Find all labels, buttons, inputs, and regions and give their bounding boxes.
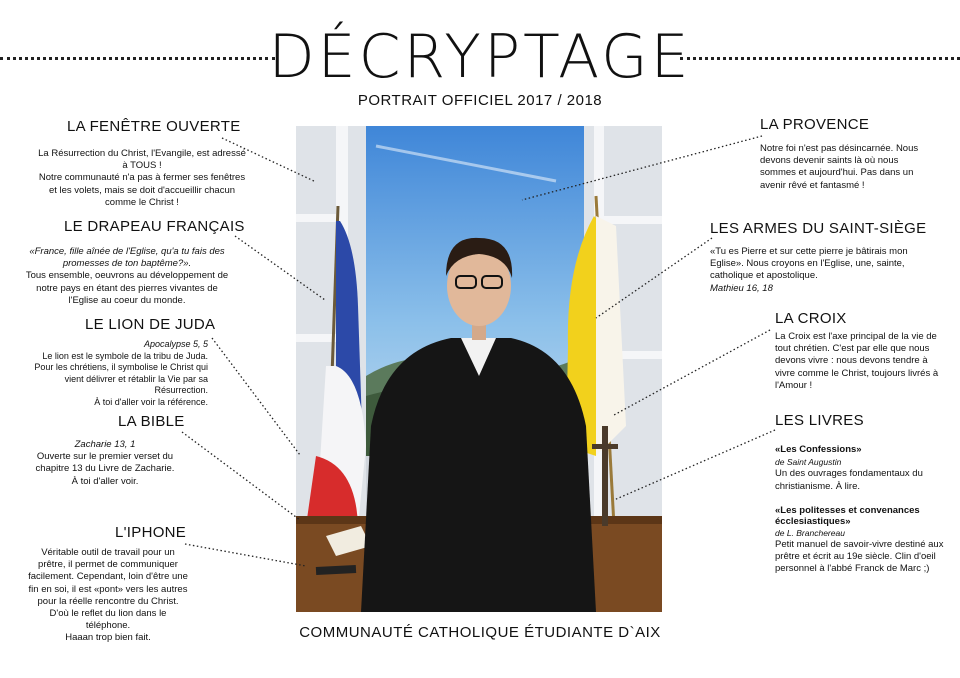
book2-title: «Les politesses et convenances écclesiastiques» (775, 504, 920, 527)
text-armes-saint-siege (710, 246, 932, 295)
page-title: DÉCRYPTAGE (268, 22, 692, 92)
heading-lion-de-juda: LE LION DE JUDA (85, 316, 216, 333)
footer-community: COMMUNAUTÉ CATHOLIQUE ÉTUDIANTE D`AIX (299, 624, 661, 641)
armes-text: «Tu es Pierre et sur cette pierre je bâtirais mon Eglise». Nous croyons en l'Eglise, une, sainte, catholique et apostolique. (710, 246, 908, 282)
lion-link: À toi d'aller voir la référence. (94, 396, 208, 407)
book1-author: de Saint Augustin (775, 457, 842, 468)
provence-text: Notre foi n'est pas désincarnée. Nous devons devenir saints là où nous sommes et aujourd'hui. Pas dans un avenir rêvé et fantasmé ! (760, 143, 919, 191)
bible-link: À toi d'aller voir. (71, 475, 139, 487)
iphone-text: Véritable outil de travail pour un prêtre, il permet de communiquer facilement. Cependant, loin d'être une fin en soi, il est «pont» vers les autres pour la réelle rencontre du Christ. D'où le reflet du lion dans le téléphone. (28, 547, 188, 632)
text-les-livres (775, 444, 955, 576)
drapeau-quote: «France, fille aînée de l'Eglise, qu'a tu fais des promesses de ton baptême?». (29, 246, 225, 270)
heading-la-croix: LA CROIX (775, 310, 847, 327)
fenetre-line-2: Notre communauté n'a pas à fermer ses fenêtres et les volets, mais se doit d'accueillir chacun comme le Christ ! (38, 172, 246, 208)
fenetre-line-1: La Résurrection du Christ, l'Evangile, est adressé à TOUS ! (38, 148, 246, 172)
iphone-joke: Haaan trop bien fait. (65, 632, 151, 644)
text-la-bible (30, 439, 180, 488)
drapeau-text: Tous ensemble, oeuvrons au développement de notre pays en étant des pierres vivantes de l'Eglise au coeur du monde. (25, 270, 229, 306)
heading-les-livres: LES LIVRES (775, 412, 864, 429)
bible-ref: Zacharie 13, 1 (74, 439, 136, 450)
bible-text: Ouverte sur le premier verset du chapitre 13 du Livre de Zacharie. (35, 451, 175, 475)
book1-text: Un des ouvrages fondamentaux du christianisme. À lire. (775, 468, 923, 492)
portrait-illustration (296, 126, 662, 612)
heading-fenetre-ouverte: LA FENÊTRE OUVERTE (67, 118, 241, 135)
text-lion-de-juda (22, 339, 208, 408)
text-fenetre-ouverte (37, 148, 247, 209)
lion-text: Le lion est le symbole de la tribu de Juda. Pour les chrétiens, il symbolise le Christ qui vient délivrer et rétablir la Vie par sa Résurrection. (34, 350, 208, 395)
text-la-croix (775, 331, 947, 392)
portrait-photo (296, 126, 662, 612)
page-subtitle: PORTRAIT OFFICIEL 2017 / 2018 (357, 92, 603, 109)
heading-la-provence: LA PROVENCE (760, 116, 870, 133)
heading-armes-saint-siege: LES ARMES DU SAINT-SIÈGE (710, 220, 927, 237)
book1-title: «Les Confessions» (775, 444, 862, 455)
book2-text: Petit manuel de savoir-vivre destiné aux prêtre et écrit au 19e siècle. Clin d'oeil personnel à l'abbé Franck de Marc ;) (775, 539, 944, 575)
text-la-provence (760, 143, 932, 192)
heading-drapeau-francais: LE DRAPEAU FRANÇAIS (64, 218, 245, 235)
croix-text: La Croix est l'axe principal de la vie de tout chrétien. C'est par elle que nous devons vivre : nous devons tendre à vivre comme le Christ, toujours livrés à l'Amour ! (775, 331, 939, 391)
text-drapeau-francais (22, 246, 232, 307)
heading-la-bible: LA BIBLE (118, 413, 185, 430)
heading-iphone: L'IPHONE (115, 524, 187, 541)
lion-ref: Apocalypse 5, 5 (143, 339, 208, 349)
armes-ref: Mathieu 16, 18 (710, 282, 773, 294)
book2-author: de L. Branchereau (775, 527, 845, 538)
